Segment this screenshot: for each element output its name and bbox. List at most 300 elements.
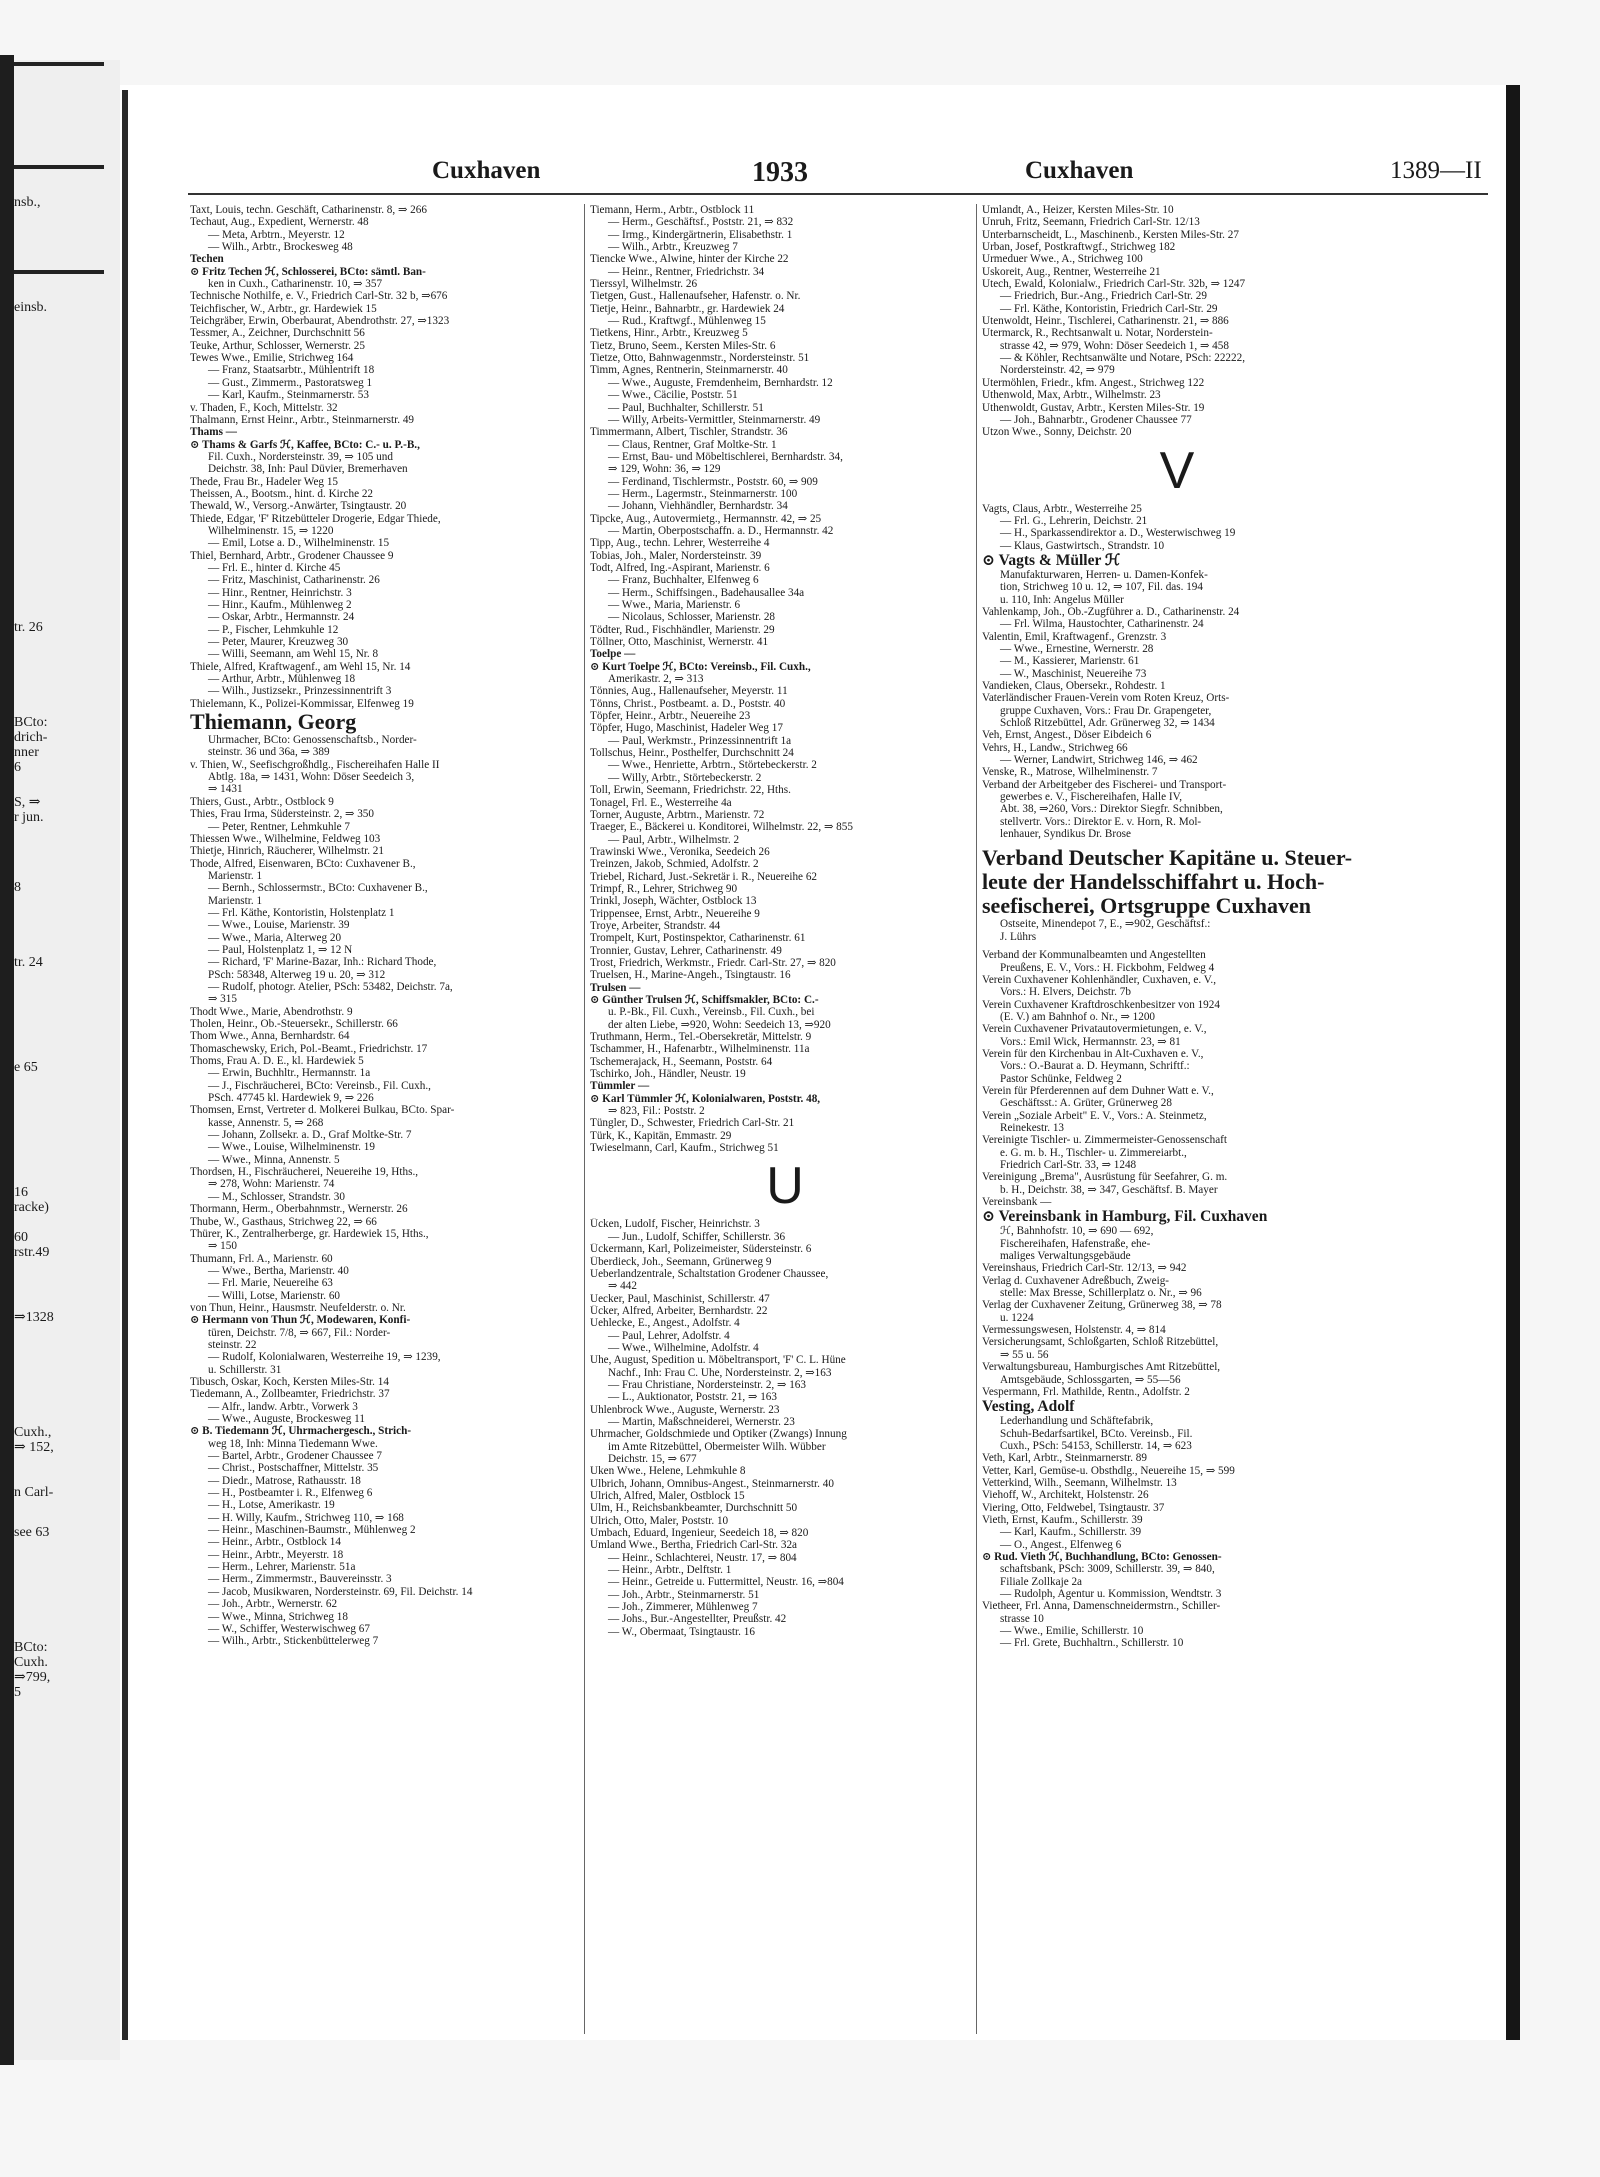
entry-line: — Rudolf, Kolonialwaren, Westerreihe 19, ⇒ 1239, bbox=[208, 1351, 441, 1364]
entry-line: Trippensee, Ernst, Arbtr., Neuereihe 9 bbox=[590, 907, 760, 920]
prev-page-fragment: BCto: bbox=[14, 1640, 48, 1655]
entry-line: Verlag d. Cuxhavener Adreßbuch, Zweig- bbox=[982, 1274, 1170, 1287]
prev-page-fragment: 8 bbox=[14, 880, 21, 895]
entry-line: — Heinr., Arbtr., Delftstr. 1 bbox=[608, 1564, 732, 1577]
entry-line: Amtsgebäude, Schlossgarten, ⇒ 55—56 bbox=[1000, 1373, 1181, 1386]
entry-line: — Frau Christiane, Nordersteinstr. 2, ⇒ 163 bbox=[608, 1378, 806, 1391]
entry-line: — Heinr., Rentner, Friedrichstr. 34 bbox=[608, 265, 765, 278]
entry-line: Verein Cuxhavener Kraftdroschkenbesitzer von 1924 bbox=[982, 998, 1220, 1011]
section-letter: V bbox=[1159, 441, 1195, 500]
entry-line: e. G. m. b. H., Tischler- u. Zimmereiarbt., bbox=[1000, 1146, 1187, 1159]
entry-line: Filiale Zollkaje 2a bbox=[1000, 1575, 1083, 1588]
entry-line: — Wilh., Justizsekr., Prinzessinnentrift 3 bbox=[208, 685, 392, 698]
entry-line: Uthenwoldt, Gustav, Arbtr., Kersten Miles-Str. 19 bbox=[982, 401, 1205, 414]
entry-line: — Karl, Kaufm., Steinmarnerstr. 53 bbox=[208, 389, 369, 402]
entry-line: Tödter, Rud., Fischhändler, Marienstr. 29 bbox=[590, 623, 775, 636]
entry-line: — W., Obermaat, Tsingtaustr. 16 bbox=[608, 1625, 755, 1638]
entry-line: Ostseite, Minendepot 7, E., ⇒902, Geschäftsf.: bbox=[1000, 918, 1211, 931]
entry-line: Tschemerajack, H., Seemann, Poststr. 64 bbox=[590, 1055, 773, 1068]
entry-line: Fischereihafen, Hafenstraße, ehe- bbox=[1000, 1237, 1151, 1250]
entry-line: Treinzen, Jakob, Schmied, Adolfstr. 2 bbox=[590, 858, 759, 871]
entry-line: Trawinski Wwe., Veronika, Seedeich 26 bbox=[590, 845, 770, 858]
entry-line: maliges Verwaltungsgebäude bbox=[1000, 1250, 1131, 1263]
entry-line: Timm, Agnes, Rentnerin, Steinmarnerstr. 40 bbox=[590, 364, 788, 377]
entry-line: Thodt Wwe., Marie, Abendrothstr. 9 bbox=[190, 1005, 353, 1018]
entry-line: Vors.: H. Elvers, Deichstr. 7b bbox=[1000, 986, 1131, 999]
entry-line: — Nicolaus, Schlosser, Marienstr. 28 bbox=[608, 611, 776, 624]
entry-line: Vetterkind, Wilh., Seemann, Wilhelmstr. 13 bbox=[982, 1476, 1177, 1489]
entry-line: — Wwe., Minna, Strichweg 18 bbox=[208, 1610, 348, 1623]
entry-line: — Rudolph, Agentur u. Kommission, Wendtstr. 3 bbox=[1000, 1588, 1222, 1600]
entry-line: — Ferdinand, Tischlermstr., Poststr. 60, ⇒ 909 bbox=[608, 475, 818, 488]
entry-line: Vors.: Emil Wick, Hermannstr. 23, ⇒ 81 bbox=[1000, 1035, 1181, 1048]
header-rule bbox=[188, 193, 1488, 195]
prev-page-fragment: drich- bbox=[14, 730, 48, 745]
entry-line: Vereinigung „Brema", Ausrüstung für Seefahrer, G. m. bbox=[982, 1171, 1228, 1184]
entry-line: — Wwe., Louise, Wilhelminenstr. 19 bbox=[208, 1141, 375, 1154]
entry-line: — Richard, 'F' Marine-Bazar, Inh.: Richard Thode, bbox=[208, 956, 437, 969]
entry-line: Venske, R., Matrose, Wilhelminenstr. 7 bbox=[982, 766, 1158, 779]
entry-line: Truelsen, H., Marine-Angeh., Tsingtaustr. 16 bbox=[590, 969, 791, 982]
entry-line: Toelpe — bbox=[590, 648, 636, 661]
entry-line: Tessmer, A., Zeichner, Durchschnitt 56 bbox=[190, 327, 365, 340]
entry-line: Teichgräber, Erwin, Oberbaurat, Abendrothstr. 27, ⇒1323 bbox=[190, 315, 450, 328]
entry-line: Ulbrich, Johann, Omnibus-Angest., Steinmarnerstr. 40 bbox=[590, 1477, 834, 1490]
entry-line: Uecker, Paul, Maschinist, Schillerstr. 47 bbox=[590, 1292, 770, 1305]
entry-line: Timmermann, Albert, Tischler, Strandstr. 36 bbox=[590, 426, 788, 439]
entry-line: im Amte Ritzebüttel, Obermeister Wilh. Wübber bbox=[608, 1440, 826, 1453]
column-separator bbox=[584, 204, 585, 2034]
entry-line: Thede, Frau Br., Hadeler Weg 15 bbox=[190, 475, 339, 488]
entry-line: — Paul, Holstenplatz 1, ⇒ 12 N bbox=[208, 943, 353, 956]
entry-line: — Paul, Werkmstr., Prinzessinnentrift 1a bbox=[608, 734, 792, 747]
entry-line: Vagts, Claus, Arbtr., Westerreihe 25 bbox=[982, 502, 1142, 515]
prev-page-fragment: r jun. bbox=[14, 810, 44, 825]
entry-line: Viehoff, W., Architekt, Holstenstr. 26 bbox=[982, 1489, 1149, 1502]
entry-line: Thiessen Wwe., Wilhelmine, Feldweg 103 bbox=[190, 832, 381, 845]
prev-page-fragment: 6 bbox=[14, 760, 21, 775]
entry-line: Thielemann, K., Polizei-Kommissar, Elfenweg 19 bbox=[190, 697, 414, 710]
entry-line: Vetter, Karl, Gemüse-u. Obsthdlg., Neuereihe 15, ⇒ 599 bbox=[982, 1464, 1235, 1477]
directory-column-1 bbox=[190, 204, 580, 1648]
entry-line: Trompelt, Kurt, Postinspektor, Catharinenstr. 61 bbox=[590, 932, 806, 945]
entry-line: Uken Wwe., Helene, Lehmkuhle 8 bbox=[590, 1465, 746, 1478]
directory-column-2 bbox=[590, 204, 980, 1638]
entry-line: Thode, Alfred, Eisenwaren, BCto: Cuxhavener B., bbox=[190, 857, 416, 870]
entry-line: ⊙ Thams & Garfs ℋ, Kaffee, BCto: C.- u. P.-B., bbox=[190, 438, 420, 451]
entry-line: — Frl. Marie, Neuereihe 63 bbox=[208, 1277, 333, 1290]
entry-line: Utzon Wwe., Sonny, Deichstr. 20 bbox=[982, 426, 1132, 439]
entry-line: Trinkl, Joseph, Wächter, Ostblock 13 bbox=[590, 895, 757, 908]
entry-line: Thomsen, Ernst, Vertreter d. Molkerei Bulkau, BCto. Spar- bbox=[190, 1104, 455, 1117]
entry-line: Thalmann, Ernst Heinr., Arbtr., Steinmarnerstr. 49 bbox=[190, 413, 415, 426]
entry-line: — Rud., Kraftwgf., Mühlenweg 15 bbox=[608, 315, 766, 328]
entry-line: ⊙ Vereinsbank in Hamburg, Fil. Cuxhaven bbox=[982, 1208, 1268, 1226]
header-year: 1933 bbox=[752, 157, 808, 188]
entry-line: Techaut, Aug., Expedient, Wernerstr. 48 bbox=[190, 216, 369, 229]
entry-line: — Herm., Lagermstr., Steinmarnerstr. 100 bbox=[608, 487, 798, 500]
entry-line: Vereinshaus, Friedrich Carl-Str. 12/13, ⇒ 942 bbox=[982, 1262, 1187, 1275]
entry-line: Verlag der Cuxhavener Zeitung, Grünerweg 38, ⇒ 78 bbox=[982, 1299, 1222, 1312]
entry-line: ⇒ 823, Fil.: Poststr. 2 bbox=[608, 1105, 705, 1118]
entry-line: Uskoreit, Aug., Rentner, Westerreihe 21 bbox=[982, 265, 1161, 278]
entry-line: ⊙ Günther Trulsen ℋ, Schiffsmakler, BCto: C.- bbox=[590, 994, 819, 1006]
entry-line: — M., Schlosser, Strandstr. 30 bbox=[208, 1190, 345, 1203]
entry-line: — Willy, Arbeits-Vermittler, Steinmarnerstr. 49 bbox=[608, 413, 821, 426]
entry-line: Vaterländischer Frauen-Verein vom Roten Kreuz, Orts- bbox=[982, 692, 1230, 705]
entry-line: Valentin, Emil, Kraftwagenf., Grenzstr. 3 bbox=[982, 630, 1167, 643]
entry-line: Nordersteinstr. 42, ⇒ 979 bbox=[1000, 364, 1115, 377]
entry-line: von Thun, Heinr., Hausmstr. Neufelderstr. o. Nr. bbox=[190, 1301, 406, 1314]
entry-line: Traeger, E., Bäckerei u. Konditorei, Wilhelmstr. 22, ⇒ 855 bbox=[590, 821, 853, 834]
entry-line: Verein „Soziale Arbeit" E. V., Vors.: A. Steinmetz, bbox=[982, 1109, 1207, 1122]
entry-line: Verwaltungsbureau, Hamburgisches Amt Ritzebüttel, bbox=[982, 1361, 1221, 1374]
entry-line: Trimpf, R., Lehrer, Strichweg 90 bbox=[590, 882, 738, 895]
prev-page-rule bbox=[14, 165, 104, 169]
entry-line: Vieth, Ernst, Kaufm., Schillerstr. 39 bbox=[982, 1513, 1143, 1526]
entry-line: — Bernh., Schlossermstr., BCto: Cuxhavener B., bbox=[208, 882, 428, 895]
entry-line: Tiencke Wwe., Alwine, hinter der Kirche 22 bbox=[590, 253, 789, 266]
entry-line: — Meta, Arbtrn., Meyerstr. 12 bbox=[208, 228, 345, 241]
entry-line: — Rudolf, photogr. Atelier, PSch: 53482, Deichstr. 7a, bbox=[208, 980, 453, 993]
entry-line: — Wilh., Arbtr., Stickenbüttelerweg 7 bbox=[208, 1635, 379, 1648]
entry-line: — Alfr., landw. Arbtr., Vorwerk 3 bbox=[208, 1400, 358, 1413]
entry-line: Uhe, August, Spedition u. Möbeltransport, 'F' C. L. Hüne bbox=[590, 1354, 846, 1367]
entry-line: — Wwe., Louise, Marienstr. 39 bbox=[208, 919, 350, 932]
prev-page-fragment: n Carl- bbox=[14, 1485, 54, 1500]
entry-line: Versicherungsamt, Schloßgarten, Schloß Ritzebüttel, bbox=[982, 1336, 1219, 1349]
entry-line: — W., Maschinist, Neuereihe 73 bbox=[1000, 667, 1147, 680]
entry-line: — H. Willy, Kaufm., Strichweg 110, ⇒ 168 bbox=[208, 1511, 404, 1524]
entry-line: Tewes Wwe., Emilie, Strichweg 164 bbox=[190, 352, 354, 365]
entry-line: Reinekestr. 13 bbox=[1000, 1121, 1065, 1134]
entry-line: — Heinr., Arbtr., Meyerstr. 18 bbox=[208, 1548, 344, 1561]
entry-line: Töllner, Otto, Maschinist, Wernerstr. 41 bbox=[590, 636, 769, 649]
book-spine bbox=[0, 55, 14, 2065]
entry-line: — Johann, Viehhändler, Bernhardstr. 34 bbox=[608, 500, 788, 513]
entry-line: — Peter, Rentner, Lehmkuhle 7 bbox=[208, 820, 351, 833]
entry-line: — Hinr., Rentner, Heinrichstr. 3 bbox=[208, 586, 352, 599]
entry-line: — Klaus, Gastwirtsch., Strandstr. 10 bbox=[1000, 539, 1165, 552]
entry-line: Tholen, Heinr., Ob.-Steuersekr., Schillerstr. 66 bbox=[190, 1018, 398, 1030]
entry-line: — Paul, Arbtr., Wilhelmstr. 2 bbox=[608, 833, 740, 846]
entry-line: Thormann, Herm., Oberbahnmstr., Wernerstr. 26 bbox=[190, 1203, 408, 1216]
entry-line: Friedrich Carl-Str. 33, ⇒ 1248 bbox=[1000, 1159, 1137, 1171]
entry-line: — Bartel, Arbtr., Grodener Chaussee 7 bbox=[208, 1450, 382, 1463]
entry-line: ⇒ 278, Wohn: Marienstr. 74 bbox=[208, 1178, 335, 1191]
entry-line: — Wwe., Bertha, Marienstr. 40 bbox=[208, 1264, 349, 1277]
prev-page-fragment: S, ⇒ bbox=[14, 795, 41, 810]
entry-line: Ueberlandzentrale, Schaltstation Grodener Chaussee, bbox=[590, 1267, 829, 1280]
entry-line: Tibusch, Oskar, Koch, Kersten Miles-Str. 14 bbox=[190, 1375, 389, 1388]
entry-line: Türk, K., Kapitän, Emmastr. 29 bbox=[590, 1129, 732, 1142]
entry-line: Tschammer, H., Hafenarbtr., Wilhelminenstr. 11a bbox=[590, 1043, 810, 1056]
entry-line: — Wwe., Cäcilie, Poststr. 51 bbox=[608, 389, 738, 402]
prev-page-fragment: 16 bbox=[14, 1185, 28, 1200]
entry-line: Taxt, Louis, techn. Geschäft, Catharinenstr. 8, ⇒ 266 bbox=[190, 204, 427, 216]
entry-line: — Frl. G., Lehrerin, Deichstr. 21 bbox=[1000, 514, 1148, 527]
entry-line: Ulrich, Alfred, Maler, Ostblock 15 bbox=[590, 1490, 745, 1503]
entry-line: Tönnies, Aug., Hallenaufseher, Meyerstr. 11 bbox=[590, 685, 788, 698]
entry-line: Verband der Kommunalbeamten und Angestellten bbox=[982, 949, 1206, 962]
prev-page-fragment: ⇒ 152, bbox=[14, 1440, 54, 1455]
entry-line: Thewald, W., Versorg.-Anwärter, Tsingtaustr. 20 bbox=[190, 500, 407, 513]
entry-line: Abt. 38, ⇒260, Vors.: Direktor Siegfr. Schnibben, bbox=[1000, 803, 1223, 816]
entry-line: — Wwe., Minna, Annenstr. 5 bbox=[208, 1153, 340, 1166]
entry-line: — Peter, Maurer, Kreuzweg 30 bbox=[208, 636, 349, 649]
entry-line: — Paul, Lehrer, Adolfstr. 4 bbox=[608, 1329, 730, 1342]
entry-line: — Hinr., Kaufm., Mühlenweg 2 bbox=[208, 599, 352, 611]
entry-line: weg 18, Inh: Minna Tiedemann Wwe. bbox=[208, 1437, 378, 1450]
entry-line: — Joh., Bahnarbtr., Grodener Chaussee 77 bbox=[1000, 413, 1192, 426]
entry-line: — Irmg., Kindergärtnerin, Elisabethstr. 1 bbox=[608, 228, 793, 241]
entry-line: — H., Sparkassendirektor a. D., Westerwischweg 19 bbox=[1000, 527, 1236, 540]
entry-line: Uthenwold, Max, Arbtr., Wilhelmstr. 23 bbox=[982, 389, 1161, 402]
entry-line: Deichstr. 38, Inh: Paul Düvier, Bremerhaven bbox=[208, 463, 408, 476]
entry-line: Tüngler, D., Schwester, Friedrich Carl-Str. 21 bbox=[590, 1117, 795, 1130]
prev-page-fragment: e 65 bbox=[14, 1060, 38, 1075]
entry-line: — O., Angest., Elfenweg 6 bbox=[1000, 1538, 1122, 1551]
prev-page-fragment: racke) bbox=[14, 1200, 49, 1215]
entry-line: — Joh., Zimmerer, Mühlenweg 7 bbox=[608, 1601, 758, 1614]
entry-line: Toll, Erwin, Seemann, Friedrichstr. 22, Hths. bbox=[590, 784, 791, 797]
entry-line: ⊙ Vagts & Müller ℋ bbox=[982, 551, 1121, 569]
entry-line: Troye, Arbeiter, Strandstr. 44 bbox=[590, 919, 721, 932]
entry-line: PSch. 47745 kl. Hardewiek 9, ⇒ 226 bbox=[208, 1092, 374, 1105]
entry-line: Umbach, Eduard, Ingenieur, Seedeich 18, ⇒ 820 bbox=[590, 1527, 809, 1540]
entry-line: — Gust., Zimmerm., Pastoratsweg 1 bbox=[208, 376, 373, 389]
entry-line: ⇒ 442 bbox=[608, 1280, 637, 1293]
entry-line: Amerikastr. 2, ⇒ 313 bbox=[608, 673, 704, 686]
entry-line: gewerbes e. V., Fischereihafen, Halle IV, bbox=[1000, 791, 1183, 804]
entry-line: ⇒ 1431 bbox=[208, 783, 243, 796]
entry-line: — Joh., Arbtr., Steinmarnerstr. 51 bbox=[608, 1588, 760, 1601]
entry-line: Töpfer, Hugo, Maschinist, Hadeler Weg 17 bbox=[590, 722, 783, 735]
entry-line: — Willy, Arbtr., Störtebeckerstr. 2 bbox=[608, 771, 762, 784]
entry-line: Tietz, Bruno, Seem., Kersten Miles-Str. 6 bbox=[590, 339, 776, 352]
entry-line: — Emil, Lotse a. D., Wilhelminenstr. 15 bbox=[208, 537, 390, 550]
prev-page-rule bbox=[14, 62, 104, 66]
entry-line: — Franz, Staatsarbtr., Mühlentrift 18 bbox=[208, 364, 375, 377]
entry-line: — Erwin, Buchhltr., Hermannstr. 1a bbox=[208, 1067, 371, 1080]
entry-line: strasse 10 bbox=[1000, 1612, 1044, 1625]
entry-line: — Diedr., Matrose, Rathausstr. 18 bbox=[208, 1474, 361, 1487]
entry-line: Thietje, Hinrich, Räucherer, Wilhelmstr. 21 bbox=[190, 845, 384, 858]
entry-line: Vermessungswesen, Holstenstr. 4, ⇒ 814 bbox=[982, 1324, 1166, 1337]
entry-line: Thiers, Gust., Arbtr., Ostblock 9 bbox=[190, 795, 334, 808]
entry-line: ⇒ 129, Wohn: 36, ⇒ 129 bbox=[608, 463, 721, 476]
prev-page-fragment: rstr.49 bbox=[14, 1245, 50, 1260]
entry-line: — Wwe., Wilhelmine, Adolfstr. 4 bbox=[608, 1341, 759, 1354]
prev-page-rule bbox=[14, 270, 104, 274]
entry-line: Verein Cuxhavener Kohlenhändler, Cuxhaven, e. V., bbox=[982, 973, 1217, 986]
entry-line: Manufakturwaren, Herren- u. Damen-Konfek- bbox=[1000, 568, 1208, 581]
entry-line: ken in Cuxh., Catharinenstr. 10, ⇒ 357 bbox=[208, 278, 383, 291]
entry-line: — H., Lotse, Amerikastr. 19 bbox=[208, 1499, 335, 1512]
entry-line: — M., Kassierer, Marienstr. 61 bbox=[1000, 655, 1140, 668]
entry-line: — & Köhler, Rechtsanwälte und Notare, PSch: 22222, bbox=[1000, 352, 1246, 365]
entry-line: — Wwe., Maria, Alterweg 20 bbox=[208, 931, 342, 944]
entry-line: Trulsen — bbox=[590, 981, 641, 994]
entry-line: — Heinr., Schlachterei, Neustr. 17, ⇒ 804 bbox=[608, 1551, 797, 1564]
entry-line: — Wwe., Auguste, Brockesweg 11 bbox=[208, 1413, 365, 1425]
page-left-edge bbox=[122, 90, 128, 2040]
entry-line: Uhrmacher, BCto: Genossenschaftsb., Norder- bbox=[208, 734, 417, 747]
entry-line: Veth, Karl, Arbtr., Steinmarnerstr. 89 bbox=[982, 1452, 1147, 1465]
prev-page-fragment: ⇒799, bbox=[14, 1670, 51, 1685]
entry-line: Wilhelminenstr. 15, ⇒ 1220 bbox=[208, 524, 334, 537]
header-page-number: 1389—II bbox=[1390, 157, 1482, 184]
entry-line: Twieselmann, Carl, Kaufm., Strichweg 51 bbox=[590, 1142, 779, 1155]
entry-line: Vereinsbank — bbox=[982, 1196, 1052, 1209]
entry-line: Uehlecke, E., Angest., Adolfstr. 4 bbox=[590, 1317, 740, 1330]
entry-line: — Johann, Zollsekr. a. D., Graf Moltke-Str. 7 bbox=[208, 1129, 412, 1142]
entry-line: seefischerei, Ortsgruppe Cuxhaven bbox=[982, 894, 1311, 919]
entry-line: Fil. Cuxh., Nordersteinstr. 39, ⇒ 105 und bbox=[208, 450, 393, 463]
entry-line: tion, Strichweg 10 u. 12, ⇒ 107, Fil. das. 194 bbox=[1000, 581, 1203, 594]
entry-line: — Martin, Maßschneiderei, Wernerstr. 23 bbox=[608, 1415, 795, 1428]
entry-line: Nachf., Inh: Frau C. Uhe, Nordersteinstr. 2, ⇒163 bbox=[608, 1366, 832, 1379]
entry-line: Veh, Ernst, Angest., Döser Eibdeich 6 bbox=[982, 729, 1152, 742]
entry-line: — Paul, Buchhalter, Schillerstr. 51 bbox=[608, 401, 764, 414]
entry-line: — Oskar, Arbtr., Hermannstr. 24 bbox=[208, 611, 355, 624]
entry-line: — Herm., Zimmermstr., Bauvereinsstr. 3 bbox=[208, 1573, 392, 1586]
entry-line: der alten Liebe, ⇒920, Wohn: Seedeich 13, ⇒920 bbox=[608, 1018, 831, 1031]
entry-line: Viering, Otto, Feldwebel, Tsingtaustr. 37 bbox=[982, 1501, 1165, 1514]
entry-line: Thürer, K., Zentralherberge, gr. Hardewiek 15, Hths., bbox=[190, 1227, 429, 1240]
entry-line: Geschäftsst.: A. Grüter, Grünerweg 28 bbox=[1000, 1097, 1172, 1110]
entry-line: Theissen, A., Bootsm., hint. d. Kirche 22 bbox=[190, 487, 374, 500]
entry-line: Deichstr. 15, ⇒ 677 bbox=[608, 1453, 697, 1465]
entry-line: — Willi, Lotse, Marienstr. 60 bbox=[208, 1289, 341, 1302]
entry-line: ⊙ Fritz Techen ℋ, Schlosserei, BCto: sämtl. Ban- bbox=[190, 265, 426, 278]
entry-line: — Frl. Käthe, Kontoristin, Friedrich Carl-Str. 29 bbox=[1000, 302, 1218, 315]
entry-line: — Ernst, Bau- und Möbeltischlerei, Bernhardstr. 34, bbox=[608, 450, 843, 463]
entry-line: v. Thien, W., Seefischgroßhdlg., Fischereihafen Halle II bbox=[190, 758, 440, 771]
entry-line: — Friedrich, Bur.-Ang., Friedrich Carl-Str. 29 bbox=[1000, 290, 1207, 303]
entry-line: ⇒ 315 bbox=[208, 993, 237, 1006]
entry-line: Verband Deutscher Kapitäne u. Steuer- bbox=[982, 846, 1353, 871]
entry-line: Ulrich, Otto, Maler, Poststr. 10 bbox=[590, 1514, 729, 1527]
entry-line: (E. V.) am Bahnhof o. Nr., ⇒ 1200 bbox=[1000, 1010, 1156, 1023]
entry-line: — P., Fischer, Lehmkuhle 12 bbox=[208, 623, 339, 636]
entry-line: Uhlenbrock Wwe., Auguste, Wernerstr. 23 bbox=[590, 1403, 780, 1416]
entry-line: ⊙ B. Tiedemann ℋ, Uhrmachergesch., Strich- bbox=[190, 1425, 412, 1438]
entry-line: Tronnier, Gustav, Lehrer, Catharinenstr. 49 bbox=[590, 944, 782, 957]
entry-line: Unterbarnscheidt, L., Maschinenb., Kersten Miles-Str. 27 bbox=[982, 228, 1239, 241]
entry-line: Urban, Josef, Postkraftwgf., Strichweg 182 bbox=[982, 241, 1176, 254]
entry-line: Thiemann, Georg bbox=[190, 710, 357, 735]
entry-line: Verein für Pferderennen auf dem Duhner Watt e. V., bbox=[982, 1084, 1214, 1097]
entry-line: b. H., Deichstr. 38, ⇒ 347, Geschäftsf. B. Mayer bbox=[1000, 1183, 1218, 1196]
entry-line: Uhrmacher, Goldschmiede und Optiker (Zwangs) Innung bbox=[590, 1428, 847, 1441]
entry-line: Thams — bbox=[190, 426, 237, 439]
entry-line: — Jacob, Musikwaren, Nordersteinstr. 69, Fil. Deichstr. 14 bbox=[208, 1585, 473, 1598]
entry-line: — Frl. Käthe, Kontoristin, Holstenplatz 1 bbox=[208, 906, 395, 919]
entry-line: ℋ, Bahnhofstr. 10, ⇒ 690 — 692, bbox=[1000, 1225, 1154, 1238]
entry-line: Thube, W., Gasthaus, Strichweg 22, ⇒ 66 bbox=[190, 1215, 377, 1228]
entry-line: Thumann, Frl. A., Marienstr. 60 bbox=[190, 1252, 333, 1265]
entry-line: — Wwe., Ernestine, Wernerstr. 28 bbox=[1000, 642, 1154, 655]
entry-line: Umland Wwe., Bertha, Friedrich Carl-Str. 32a bbox=[590, 1539, 798, 1552]
entry-line: Thomaschewsky, Erich, Pol.-Beamt., Friedrichstr. 17 bbox=[190, 1042, 428, 1055]
entry-line: Thoms, Frau A. D. E., kl. Hardewiek 5 bbox=[190, 1055, 364, 1068]
entry-line: — Frl. Grete, Buchhaltrn., Schillerstr. 10 bbox=[1000, 1637, 1184, 1650]
entry-line: Triebel, Richard, Just.-Sekretär i. R., Neuereihe 62 bbox=[590, 870, 818, 883]
entry-line: — Wilh., Arbtr., Kreuzweg 7 bbox=[608, 241, 738, 254]
entry-line: Vespermann, Frl. Mathilde, Rentn., Adolfstr. 2 bbox=[982, 1385, 1190, 1398]
entry-line: Thiele, Alfred, Kraftwagenf., am Wehl 15, Nr. 14 bbox=[190, 660, 411, 673]
prev-page-fragment: einsb. bbox=[14, 300, 48, 315]
entry-line: Preußens, E. V., Vors.: H. Fickbohm, Feldweg 4 bbox=[1000, 961, 1215, 974]
entry-line: — Herm., Geschäftsf., Poststr. 21, ⇒ 832 bbox=[608, 216, 794, 229]
entry-line: — Fritz, Maschinist, Catharinenstr. 26 bbox=[208, 574, 380, 587]
entry-line: Pastor Schünke, Feldweg 2 bbox=[1000, 1072, 1122, 1085]
entry-line: strasse 42, ⇒ 979, Wohn: Döser Seedeich 1, ⇒ 458 bbox=[1000, 339, 1229, 352]
entry-line: kasse, Annenstr. 5, ⇒ 268 bbox=[208, 1116, 324, 1129]
entry-line: — Wwe., Emilie, Schillerstr. 10 bbox=[1000, 1625, 1144, 1638]
entry-line: — Johs., Bur.-Angestellter, Preußstr. 42 bbox=[608, 1613, 787, 1626]
entry-line: Torner, Auguste, Arbtrn., Marienstr. 72 bbox=[590, 808, 765, 821]
entry-line: Truthmann, Herm., Tel.-Obersekretär, Mittelstr. 9 bbox=[590, 1031, 812, 1044]
entry-line: Tierssyl, Wilhelmstr. 26 bbox=[590, 278, 698, 291]
entry-line: türen, Deichstr. 7/8, ⇒ 667, Fil.: Norder- bbox=[208, 1326, 391, 1339]
entry-line: — Frl. E., hinter d. Kirche 45 bbox=[208, 561, 341, 574]
entry-line: ⊙ Karl Tümmler ℋ, Kolonialwaren, Poststr. 48, bbox=[590, 1092, 821, 1105]
entry-line: Vors.: O.-Baurat a. D. Heymann, Schriftf.: bbox=[1000, 1060, 1190, 1073]
entry-line: — Herm., Lehrer, Marienstr. 51a bbox=[208, 1561, 356, 1574]
entry-line: — Jun., Ludolf, Schiffer, Schillerstr. 36 bbox=[608, 1230, 786, 1243]
entry-line: Tschirko, Joh., Händler, Neustr. 19 bbox=[590, 1068, 746, 1081]
entry-line: Vehrs, H., Landw., Strichweg 66 bbox=[982, 741, 1128, 754]
entry-line: — Frl. Wilma, Haustochter, Catharinenstr. 24 bbox=[1000, 618, 1204, 631]
entry-line: gruppe Cuxhaven, Vors.: Frau Dr. Grapengeter, bbox=[1000, 704, 1212, 717]
entry-line: — Herm., Schiffsingen., Badehausallee 34a bbox=[608, 586, 805, 599]
entry-line: Thom Wwe., Anna, Bernhardstr. 64 bbox=[190, 1030, 350, 1043]
entry-line: Teuke, Arthur, Schlosser, Wernerstr. 25 bbox=[190, 339, 365, 352]
entry-line: Urmeduer Wwe., A., Strichweg 100 bbox=[982, 253, 1143, 266]
entry-line: u. 110, Inh: Angelus Müller bbox=[1000, 593, 1124, 606]
entry-line: Verein Cuxhavener Privatautovermietungen, e. V., bbox=[982, 1023, 1207, 1036]
entry-line: — Wwe., Auguste, Fremdenheim, Bernhardstr. 12 bbox=[608, 376, 833, 389]
entry-line: Vesting, Adolf bbox=[982, 1398, 1075, 1416]
prev-page-fragment: see 63 bbox=[14, 1525, 50, 1540]
prev-page-fragment: Cuxh. bbox=[14, 1655, 48, 1670]
entry-line: Tümmler — bbox=[590, 1080, 650, 1093]
entry-line: Vietheer, Frl. Anna, Damenschneidermstrn., Schiller- bbox=[982, 1600, 1221, 1613]
entry-line: Vereinigte Tischler- u. Zimmermeister-Genossenschaft bbox=[982, 1134, 1227, 1147]
entry-line: Tietze, Otto, Bahnwagenmstr., Nordersteinstr. 51 bbox=[590, 352, 810, 365]
entry-line: Utech, Ewald, Kolonialw., Friedrich Carl-Str. 32b, ⇒ 1247 bbox=[982, 278, 1246, 291]
entry-line: stelle: Max Bresse, Schillerplatz o. Nr., ⇒ 96 bbox=[1000, 1287, 1202, 1300]
entry-line: Tönns, Christ., Postbeamt. a. D., Poststr. 40 bbox=[590, 697, 786, 710]
entry-line: ⊙ Kurt Toelpe ℋ, BCto: Vereinsb., Fil. Cuxh., bbox=[590, 660, 811, 673]
directory-column-3 bbox=[982, 204, 1372, 1650]
entry-line: Abtlg. 18a, ⇒ 1431, Wohn: Döser Seedeich 3, bbox=[208, 771, 415, 784]
entry-line: Tiemann, Herm., Arbtr., Ostblock 11 bbox=[590, 204, 755, 216]
entry-line: Ücker, Alfred, Arbeiter, Bernhardstr. 22 bbox=[590, 1304, 768, 1317]
entry-line: lenhauer, Syndikus Dr. Brose bbox=[1000, 828, 1131, 841]
entry-line: ⊙ Hermann von Thun ℋ, Modewaren, Konfi- bbox=[190, 1314, 411, 1327]
entry-line: ⊙ Rud. Vieth ℋ, Buchhandlung, BCto: Genossen- bbox=[982, 1550, 1222, 1563]
entry-line: Tonagel, Frl. E., Westerreihe 4a bbox=[590, 796, 732, 809]
entry-line: — Claus, Rentner, Graf Moltke-Str. 1 bbox=[608, 438, 777, 451]
entry-line: Tobias, Joh., Maler, Nordersteinstr. 39 bbox=[590, 549, 762, 562]
entry-line: Vahlenkamp, Joh., Ob.-Zugführer a. D., Catharinenstr. 24 bbox=[982, 605, 1240, 618]
entry-line: — Joh., Arbtr., Wernerstr. 62 bbox=[208, 1598, 338, 1611]
entry-line: — Christ., Postschaffner, Mittelstr. 35 bbox=[208, 1462, 379, 1475]
entry-line: Tietgen, Gust., Hallenaufseher, Hafenstr. o. Nr. bbox=[590, 290, 801, 303]
